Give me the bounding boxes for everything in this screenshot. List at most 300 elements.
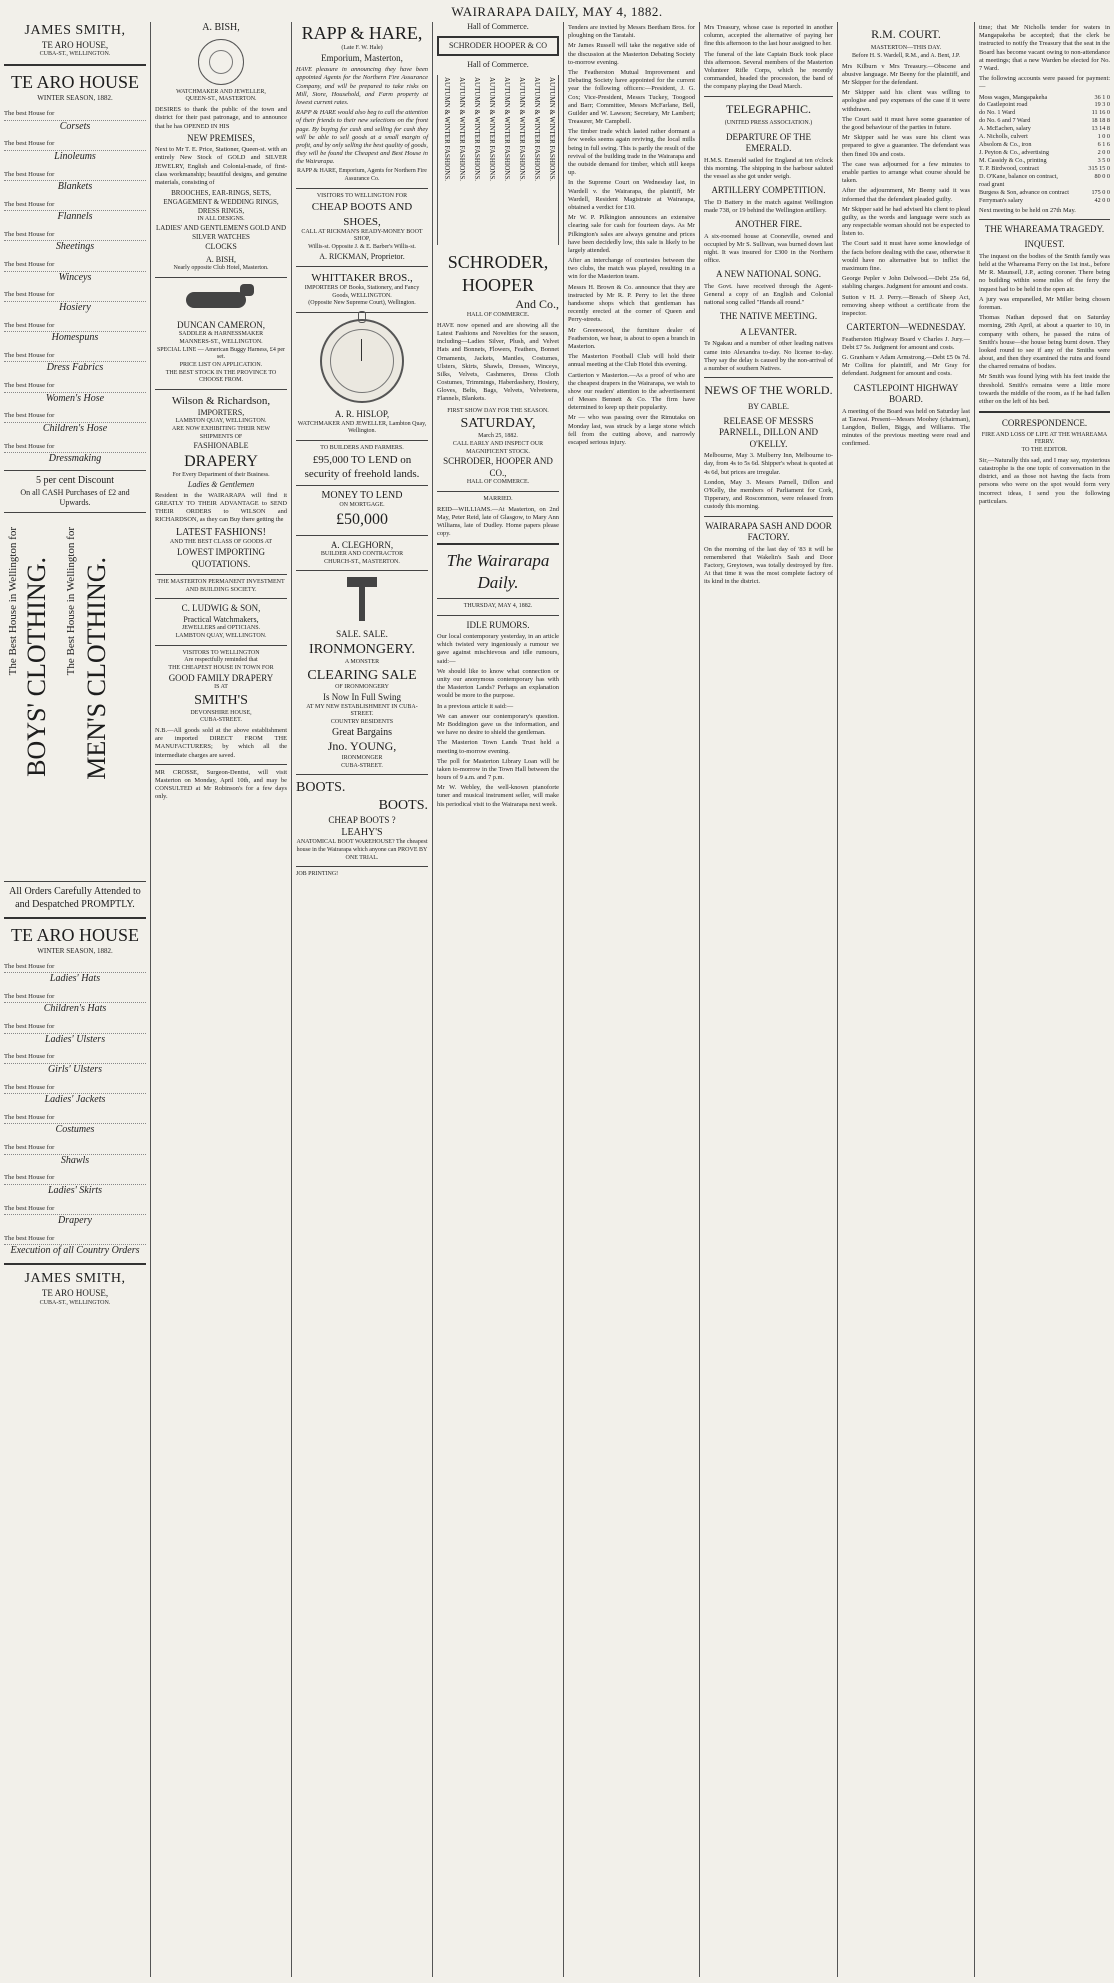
vertical-text: The Best House in Wellington for [7, 527, 19, 676]
call-early: CALL EARLY AND INSPECT OUR MAGNIFICENT STOCK. [452, 440, 544, 455]
new-establishment: AT MY NEW ESTABLISHMENT IN CUBA-STREET. [306, 703, 418, 718]
saturday: SATURDAY, [460, 416, 536, 432]
job-printing: JOB PRINTING! [296, 871, 339, 878]
emerald-heading: DEPARTURE OF THE EMERALD. [726, 131, 811, 154]
willis: Willis-st. Opposite J. & E. Barber's Willis-st. [308, 243, 416, 250]
court-paragraph: The Court said it must have some guarantee of the good behaviour of the parties in future. [842, 115, 970, 132]
divider [437, 598, 559, 599]
best-house-prefix: The best House for [4, 1046, 146, 1063]
daily-masthead: The Wairarapa Daily. [446, 551, 550, 593]
best-house-item: Corsets [59, 120, 91, 132]
best-house-list-2 [4, 956, 146, 1258]
best-house-item: Girls' Ulsters [47, 1063, 103, 1075]
watch-hand-icon [361, 339, 362, 361]
account-row [979, 101, 1110, 109]
idle-text-3: In a previous article it said:— [437, 702, 514, 710]
accounts-table [979, 94, 1110, 205]
autumn-winter-fashions-block [437, 75, 559, 245]
idle-text: Our local contemporary yesterday, in an article which twisted very ingeniously a rumour we gave against mischievous and idle rumours, said:— [437, 633, 559, 665]
ludwig-address: LAMBTON QUAY, WELLINGTON. [175, 632, 267, 639]
best-house-item: Drapery [58, 1215, 92, 1227]
column-2 [151, 22, 291, 1977]
court-paragraph: Mr Skipper said he had advised his client to plead guilty, as the words and language were such as any respectable woman should not be expected to listen to. [842, 205, 970, 238]
account-row [979, 125, 1110, 133]
court-paragraph: Mr Skipper said he was sure his client was prepared to give a guarantee. The defendant was then fined 10s and costs. [842, 134, 970, 158]
account-row [979, 197, 1110, 205]
schroder-banner: SCHRODER HOOPER & CO [437, 36, 559, 56]
divider [296, 570, 428, 571]
cheapest: THE CHEAPEST HOUSE IN TOWN FOR [168, 664, 274, 671]
money-lend: £95,000 TO LEND on security of freehold lands. [304, 453, 420, 480]
fashion-banner-line: AUTUMN & WINTER FASHIONS. [457, 76, 466, 181]
divider [437, 491, 559, 492]
jno-addr: CUBA-STREET. [341, 762, 383, 769]
smiths-text: N.B.—All goods sold at the above establishment are imported DIRECT FROM THE MANUFACTURERS; by which all the intermediate charges are saved. [155, 727, 287, 759]
divider [437, 543, 559, 545]
best-class: AND THE BEST CLASS OF GOODS AT [169, 539, 273, 546]
clocks: CLOCKS [205, 241, 237, 251]
account-row [979, 173, 1110, 189]
cleghorn: A. CLEGHORN, [330, 539, 394, 550]
masterton-permanent: THE MASTERTON PERMANENT INVESTMENT AND BUILDING SOCIETY. [157, 579, 285, 593]
ludwig-jewel: JEWELLERS and OPTICIANS. [181, 625, 261, 632]
fire-loss-heading: FIRE AND LOSS OF LIFE AT THE WHAREAMA FERRY. [981, 431, 1108, 446]
news-paragraph: The funeral of the late Captain Buck took place this afternoon. Several members of the Masterton Volunteer Rifle Corps, which he recently commanded, headed the procession, the band of the company playing the Dead March. [704, 50, 833, 91]
latest-fashions: LATEST FASHIONS! [176, 526, 266, 538]
release-heading: RELEASE OF MESSRS PARNELL, DILLON AND O'KELLY. [719, 415, 818, 449]
divider [704, 516, 833, 517]
ludwig-trade: Practical Watchmakers, [183, 615, 259, 624]
season-2: WINTER SEASON, 1882. [37, 946, 113, 955]
best-house-prefix: The best House for [4, 1107, 146, 1124]
of-ironmongery: OF IRONMONGERY [335, 684, 389, 691]
emerald-text: H.M.S. Emerald sailed for England at ten o'clock this morning. The shipping in the harbour saluted the vessel as she got under weigh. [704, 156, 833, 180]
bish-sig-2: Nearly opposite Club Hotel, Masterton. [173, 265, 269, 272]
duncan-address: MANNERS-ST., WELLINGTON. [179, 338, 263, 345]
exhibiting: ARE NOW EXHIBITING THEIR NEW SHIPMENTS OF [171, 425, 271, 440]
best-house-prefix: The best House for [4, 986, 146, 1003]
bish-trade: WATCHMAKER AND JEWELLER, [176, 88, 266, 95]
news-paragraph: Mr W. P. Pilkington announces an extensive clearing sale for cash for fourteen days. As Mr Pilkington's sales are always genuine and prices have been decidedly low, this sale is likely to be largely attended. [568, 214, 695, 254]
inquest-heading: INQUEST. [1024, 239, 1065, 250]
news-paragraph: Mrs Treasury, whose case is reported in another column, accepted the alternative of paying her fine this afternoon to the last hour assigned to her. [704, 24, 833, 48]
next-meeting: Next meeting to be held on 27th May. [979, 206, 1076, 214]
best-stock: THE BEST STOCK IN THE PROVINCE TO CHOOSE FROM. [165, 369, 277, 384]
boots-heading-2: BOOTS. [378, 798, 428, 814]
account-amount: 42 0 0 [1094, 196, 1110, 204]
lands-board: The Masterton Town Lands Trust held a meeting to-morrow evening. [437, 739, 559, 755]
account-amount: 6 1 6 [1097, 141, 1110, 149]
watches: LADIES' AND GENTLEMEN'S GOLD AND SILVER WATCHES [155, 223, 287, 241]
carterton-heading: CARTERTON—WEDNESDAY. [846, 322, 966, 333]
account-amount: 11 16 0 [1091, 109, 1110, 117]
is-at: IS AT [214, 684, 228, 691]
news-paragraph: The timber trade which lasted rather dormant a few weeks seems again reviving, the local mills being in full swing. This is partly the result of the revival of the building trade in the Wairarapa and the outside demand for timber, which still keeps up. [568, 128, 695, 177]
best-house-item: Dressmaking [48, 453, 102, 465]
anthem-text: The Govt. have received through the Agent-General a copy of an English and Colonial national song called "Hands all round." [704, 282, 833, 307]
news-paragraph: After an interchange of courtesies between the two clubs, the match was played, resulting in a win for the Masterton team. [568, 257, 695, 281]
schroder-text: HAVE now opened and are showing all the Latest Fashions and Novelties for the season, including—Ladies Silver, Plush, and Velvet Hats and Bonnets, Flowers, Feathers, Bonnet Ornaments, Jackets, Mantles, Costumes, Ulsters, Skirts, Shawls, Dresses, Winceys, Silks, Velvets, Cashmeres, Dress Cloth Costumes, Trimmings, Haberdashery, Hosiery, Gloves, Belts, Bags, Velvets, Velveteens, Flannels, Blankets. [437, 321, 559, 403]
page-title: WAIRARAPA DAILY, MAY 4, 1882. [451, 4, 663, 19]
united-press: (UNITED PRESS ASSOCIATION.) [724, 119, 813, 126]
best-house-item: Sheetings [55, 241, 95, 253]
divider [4, 917, 146, 919]
fire-text: A six-roomed house at Cooneville, owned and occupied by Mr S. Sullivan, was burned down last night. It was insured for £300 in the Northern office. [704, 232, 833, 265]
rapp-text-2: RAPP & HARE would also beg to call the attention of their friends to their new selections on the front page. By buying for cash and selling for cash they will be able to sell goods at a small margin of profit, and by only selling the best quality of goods, they will be found the Cheapest and Best House in the Wairarapa. [296, 109, 428, 166]
wilson-name: Wilson & Richardson, [171, 394, 271, 407]
hooper-name: HOOPER [461, 274, 534, 295]
fire-heading: ANOTHER FIRE. [735, 219, 802, 230]
builders: TO BUILDERS AND FARMERS. [320, 444, 404, 451]
best-house-prefix: The best House for [4, 405, 146, 422]
importers: IMPORTERS, [197, 408, 245, 418]
orders-text: All Orders Carefully Attended to and Despatched PROMPTLY. [9, 886, 141, 910]
fashion-banner-line: AUTUMN & WINTER FASHIONS. [487, 76, 496, 181]
divider [296, 266, 428, 267]
best-house-prefix: The best House for [4, 436, 146, 453]
best-house-item: Women's Hose [45, 392, 105, 404]
cuba: CUBA-STREET. [200, 717, 242, 724]
account-row [979, 117, 1110, 125]
column-8 [975, 22, 1114, 1977]
divider [296, 774, 428, 775]
cheap-boots-q: CHEAP BOOTS ? [328, 814, 396, 825]
column-6 [700, 22, 837, 1977]
inquest-text-2: A jury was empanelled, Mr Miller being chosen foreman. [979, 295, 1110, 311]
fashion-banner-line: AUTUMN & WINTER FASHIONS. [472, 76, 481, 181]
married-heading: MARRIED. [483, 495, 513, 502]
levanter-heading: A LEVANTER. [740, 326, 797, 337]
news-paragraph: The Masterton Football Club will hold their annual meeting at the Club Hotel this evening. [568, 353, 695, 369]
divider [4, 512, 146, 513]
divider [296, 866, 428, 867]
hammer-icon [337, 575, 387, 625]
horse-icon [176, 282, 266, 316]
best-house-prefix: The best House for [4, 254, 146, 271]
divider [155, 598, 287, 599]
correspondence-text: Sir,—Naturally this sad, and I may say, mysterious catastrophe is the one topic of conversation in the district, and as those not having the facts from persons who were on the spot would form very incorrect ideas, I send you the following particulars. [979, 456, 1110, 505]
court-paragraph: George Pepler v John Delwood.—Debt 25s 6d, stabling charges. Judgment for amount and costs. [842, 275, 970, 291]
fashion-banner-line: AUTUMN & WINTER FASHIONS. [442, 76, 451, 181]
brooches: BROOCHES, EAR-RINGS, SETS, ENGAGEMENT & WEDDING RINGS, DRESS RINGS, [163, 189, 279, 216]
to-editor: TO THE EDITOR. [1021, 447, 1068, 454]
best-house-item: Execution of all Country Orders [10, 1245, 140, 1257]
cheap-boots: CHEAP BOOTS AND SHOES, [311, 201, 413, 228]
on-mortgage: ON MORTGAGE. [339, 502, 385, 509]
jno-trade: IRONMONGER [341, 754, 383, 761]
season: WINTER SEASON, 1882. [37, 94, 113, 103]
issue-date: THURSDAY, MAY 4, 1882. [463, 602, 533, 609]
vertical-banner [4, 517, 146, 877]
leahy: LEAHY'S [341, 826, 383, 838]
court-paragraph: Mr Skipper said his client was willing to apologise and pay expenses of the case if it were withdrawn. [842, 89, 970, 113]
best-house-prefix: The best House for [4, 1198, 146, 1215]
clearing-sale: CLEARING SALE [307, 667, 417, 683]
best-house-item: Ladies' Jackets [44, 1094, 106, 1106]
rm-court-heading: R.M. COURT. [871, 27, 941, 41]
best-house-prefix: The best House for [4, 164, 146, 181]
inquest-text-4: Mr Smith was found lying with his feet inside the threshold. Smith's remains were a little more towards the middle of the room, as if he had fallen either on the left of his bed. [979, 373, 1110, 406]
fifty-thousand: £50,000 [336, 511, 388, 529]
telegraphic-heading: TELEGRAPHIC. [726, 101, 811, 116]
carterton-text: Featherston Highway Board v Charles J. Jury.—Debt £7 5s. Judgment for amount and costs. [842, 335, 970, 351]
best-house-prefix: The best House for [4, 345, 146, 362]
divider [704, 377, 833, 378]
divider [4, 1263, 146, 1265]
best-house-prefix: The best House for [4, 1167, 146, 1184]
divider [155, 389, 287, 390]
bish-sig: A. BISH, [205, 254, 236, 264]
best-house-item: Shawls [60, 1154, 90, 1166]
account-amount: 80 0 0 [1094, 172, 1110, 180]
court-paragraph: The Court said it must have some knowledge of the facts before dealing with the case, otherwise it would have no alternative but to inflict the maximum fine. [842, 240, 970, 273]
news-paragraph: Tenders are invited by Messrs Beetham Bros. for ploughing on the Taratahi. [568, 24, 695, 40]
artillery-heading: ARTILLERY COMPETITION. [711, 185, 826, 196]
divider [296, 485, 428, 486]
bish-address: QUEEN-ST., MASTERTON. [185, 96, 257, 103]
account-row [979, 149, 1110, 157]
monster: A MONSTER [344, 658, 380, 665]
best-house-prefix: The best House for [4, 1228, 146, 1245]
best-house-item: Ladies' Hats [49, 973, 101, 985]
divider [296, 535, 428, 536]
fashion-banner-line: AUTUMN & WINTER FASHIONS. [517, 76, 526, 181]
discount-line: 5 per cent Discount [35, 474, 115, 486]
rapp-text: HAVE pleasure in announcing they have been appointed Agents for the Northern Fire Assurance Company, and will be prepared to take risks on Mill, Store, Household, and Farm property at lowest current rates. [296, 66, 428, 106]
pocket-watch-icon [320, 319, 404, 403]
board-paragraph: time; that Mr Nicholls tender for waters in Mangapakeha be accepted; that the clerk be instructed to notify the Treasury that the seat in the Board has become vacant owing to non-attendance at meetings; that a new Warden be elected for No. 7 Ward. [979, 24, 1110, 72]
before: Before H. S. Wardell, R.M., and A. Bent, J.P. [851, 53, 961, 60]
all-designs: IN ALL DESIGNS. [197, 216, 245, 223]
hall-comm-2: HALL OF COMMERCE. [466, 479, 530, 486]
best-house-prefix: The best House for [4, 375, 146, 392]
divider [155, 645, 287, 646]
levanter-text: Te Ngakau and a number of other leading natives came into Alexandra to-day. No license to-day. They say the delay is caused by the non-arrival of a number of southern Natives. [704, 340, 833, 372]
divider [4, 881, 146, 882]
account-name: A. McEachen, salary [979, 125, 1031, 133]
bish-text: DESIRES to thank the public of the town and district for their past patronage, and to announce that he has OPENED IN HIS [155, 106, 287, 130]
best-house-item: Winceys [58, 271, 92, 283]
smiths: SMITH'S [194, 692, 248, 708]
first-show: FIRST SHOW DAY FOR THE SEASON. [447, 407, 549, 414]
castlepoint-text: A meeting of the Board was held on Saturday last at Tauwai. Present—Messrs Moohey (chairman), Langdon, Bullen, Biggs, and Williams. The minutes of the previous meeting were read and confirmed. [842, 407, 970, 448]
visitors: VISITORS TO WELLINGTON [182, 649, 260, 656]
sanders: Mr W. Webley, the well-known pianoforte tuner and musical instrument seller, will make his periodical visit to the Wairarapa next week. [437, 784, 559, 808]
house-name: TE ARO HOUSE, [41, 39, 109, 50]
tragedy-heading: THE WHAREAMA TRAGEDY. [984, 223, 1105, 234]
devonshire: DEVONSHIRE HOUSE, [190, 709, 252, 716]
leahy-text: ANATOMICAL BOOT WAREHOUSE? The cheapest house in the Wairarapa which anyone can PROVE BY ONE TRIAL. [296, 839, 428, 861]
library: The poll for Masterton Library Loan will be taken to-morrow in the Town Hall between the hours of 9 a.m. and 7 p.m. [437, 757, 559, 782]
bish-name: A. BISH, [202, 22, 240, 33]
correspondence-heading: CORRESPONDENCE. [1001, 418, 1088, 429]
hall-of-commerce: Hall of Commerce. [467, 22, 529, 31]
premises-text: Next to Mr T. E. Price, Stationer, Queen-st. with an entirely New Stock of GOLD and SILVER JEWELRY, English and Colonial-made, of first-class workmanship; beautiful designs, and genuine materials, consisting of [155, 146, 287, 186]
inquest-text: The inquest on the bodies of the Smith family was held at the Whareama Ferry on the 1st inst., before Mr R. Maunsell, J.P., acting coroner. There being no building within some miles of the ferry the inquest had to be held in the open air. [979, 252, 1110, 293]
court-paragraph: After the adjournment, Mr Beeny said it was informed that the defendant pleaded guilty. [842, 187, 970, 203]
country-residents: COUNTRY RESIDENTS [330, 719, 394, 725]
anthem-heading: A NEW NATIONAL SONG. [716, 269, 821, 280]
new-premises: NEW PREMISES, [187, 132, 255, 143]
best-house-item: Hosiery [59, 301, 91, 313]
court-paragraph: The case was adjourned for a few minutes to enable parties to arrange what course should be taken. [842, 160, 970, 185]
account-name: Absolom & Co., iron [979, 141, 1032, 149]
divider [155, 277, 287, 278]
court-paragraph: Mrs Kilburn v Mrs Treasury.—Obscene and abusive language. Mr Beeny for the plaintiff, and Mr Skipper for the defendant. [842, 62, 970, 87]
best-house-item: Blankets [57, 180, 93, 192]
account-amount: 36 1 0 [1094, 93, 1110, 101]
inquest-text-3: Thomas Nathan deposed that on Saturday morning, 29th April, at about a quarter to 10, in company with others, he passed the ruins of Smith's house—the house being burnt down. They looked round to see if any of the Smiths were about, and then they examined the ruins and found the charred remains of bodies. [979, 314, 1110, 371]
wilson-address: LAMBTON QUAY, WELLINGTON. [175, 418, 267, 425]
best-house-prefix: The best House for [4, 1077, 146, 1094]
house-title: TE ARO HOUSE [10, 72, 139, 93]
money-lend-header: MONEY TO LEND [321, 489, 403, 501]
hislop: A. R. HISLOP, [334, 408, 390, 419]
account-amount: 19 3 0 [1094, 101, 1110, 109]
account-name: D. O'Kane, balance on contract, road grant [979, 172, 1058, 188]
call-at: CALL AT RICKMAN'S READY-MONEY BOOT SHOP, [301, 228, 423, 243]
drapery: DRAPERY [184, 452, 258, 470]
married-text: REID—WILLIAMS.—At Masterton, on 2nd May, Peter Reid, late of Glasgow, to Mary Ann Williams, late of Dudley. Home papers please copy. [437, 505, 559, 538]
best-house-prefix: The best House for [4, 133, 146, 150]
rapp-sig: RAPP & HARE, Emporium, Agents for Northern Fire Assurance Co. [297, 168, 427, 183]
full-swing: Is Now In Full Swing [322, 692, 401, 703]
best-house-item: Dress Fabrics [46, 362, 104, 374]
account-name: do No. 1 Ward [979, 109, 1016, 117]
account-row [979, 189, 1110, 197]
vertical-text-boys: BOYS' CLOTHING. [22, 557, 51, 778]
account-name: Moss wages, Mangapakeha [979, 93, 1048, 101]
account-row [979, 165, 1110, 173]
account-amount: 13 14 8 [1091, 125, 1110, 133]
divider [155, 574, 287, 575]
boots-heading: BOOTS. [296, 780, 346, 796]
idle-text-2: We should like to know what connection or unity our anonymous contemporary has with the Masterton Lands? Perhaps an explanation would be more to the purpose. [437, 667, 559, 700]
idle-text-4: We can answer our contemporary's question. Mr Boddington gave us the information, and we have no desire to shield the gentleman. [437, 712, 559, 737]
best-house-prefix: The best House for [4, 103, 146, 120]
best-house-item: Homespuns [51, 332, 99, 344]
ludwig-name: C. LUDWIG & SON, [181, 603, 261, 614]
news-paragraph: Cartierton v Masterton.—As a proof of who are the cheapest drapers in the Wairarapa, we wish to show our readers' attention to the advertisement of Messrs Bennett & Co. The firm have determined to keep up their popularity. [568, 371, 695, 412]
divider [155, 764, 287, 765]
news-paragraph: In the Supreme Court on Wednesday last, in Wardell v. the Wairarapa, the plaintiff, Mr Wardell, Resident Magistrate at Wairarapa, obtained a verdict for £10. [568, 179, 695, 211]
idle-rumors-heading: IDLE RUMORS. [466, 619, 530, 630]
account-row [979, 141, 1110, 149]
whittaker-addr: (Opposite New Supreme Court), Wellington. [308, 300, 416, 307]
best-house-prefix: The best House for [4, 224, 146, 241]
news-paragraph: Mr Greenwood, the furniture dealer of Featherston, we hear, is about to open a branch in Masterton. [568, 326, 695, 350]
best-house-item: Linoleums [54, 150, 96, 162]
court-paragraph: Sutton v H. J. Perry.—Breach of Sheep Act, removing sheep without a certificate from the inspector. [842, 293, 970, 317]
best-house-item: Ladies' Skirts [47, 1184, 103, 1196]
divider [296, 188, 428, 189]
hall-of-commerce-2: Hall of Commerce. [467, 60, 529, 70]
masterton-day: MASTERTON—THIS DAY. [870, 45, 942, 52]
account-name: A. Nicholls, culvert [979, 133, 1028, 141]
cleghorn-trade: BUILDER AND CONTRACTOR [320, 551, 404, 558]
carterton-text-2: G. Granham v Adam Armstrong.—Debt £5 0s 7d. Mr Collins for plaintiff, and Mr Gray for defendant. Judgment for amount and costs. [842, 354, 970, 378]
vertical-text-mens: MEN'S CLOTHING. [82, 557, 111, 780]
schroder-name: SCHRODER, [447, 251, 549, 272]
best-house-item: Children's Hose [42, 422, 108, 434]
news-paragraph: Mr — who was passing over the Rimutaka on Monday last, was struck by a large stone which fell from the cutting above, and narrowly escaped serious injury. [568, 414, 695, 446]
informed: Are respectfully reminded that [184, 657, 258, 664]
sash-heading: WAIRARAPA SASH AND DOOR FACTORY. [705, 520, 832, 543]
account-name: T. P. Birdwood, contract [979, 164, 1040, 172]
fashionable: FASHIONABLE [193, 441, 249, 451]
fashion-banner-line: AUTUMN & WINTER FASHIONS. [502, 76, 511, 181]
and-co: And Co., [515, 296, 559, 311]
column-7 [838, 22, 974, 1977]
street: CUBA-ST., WELLINGTON. [39, 51, 111, 58]
best-house-prefix: The best House for [4, 956, 146, 973]
account-amount: 3 5 0 [1097, 157, 1110, 164]
march-date: March 25, 1882. [478, 433, 518, 440]
lowest: LOWEST IMPORTING QUOTATIONS. [176, 547, 266, 569]
column-3 [292, 22, 432, 1977]
whittaker-imp: IMPORTERS OF Books, Stationery, and Fancy Goods, WELLINGTON. [304, 284, 420, 299]
masthead [0, 0, 1114, 22]
fashion-banner-line: AUTUMN & WINTER FASHIONS. [547, 76, 556, 181]
news-paragraph: Messrs H. Brown & Co. announce that they are instructed by Mr R. P. Perry to let the three handsome shops which that gentleman has recently erected at the corner of Queen and Perry-streets. [568, 283, 695, 324]
sale: SALE. SALE. [336, 629, 388, 640]
account-name: do Castlepoint road [979, 101, 1028, 109]
artillery-text: The D Battery in the match against Wellington made 738, or 19 behind the Wellington artillery. [704, 198, 833, 214]
best-house-prefix: The best House for [4, 284, 146, 301]
discount-text: On all CASH Purchases of £2 and Upwards. [20, 487, 130, 507]
native-heading: THE NATIVE MEETING. [719, 311, 818, 322]
account-name: J. Peyton & Co., advertising [979, 149, 1049, 157]
account-name: M. Cassidy & Co., printing [979, 157, 1047, 164]
best-house-item: Costumes [55, 1124, 95, 1136]
street-bottom: CUBA-ST., WELLINGTON. [39, 1299, 111, 1306]
account-row [979, 109, 1110, 117]
rickman: A. RICKMAN, Proprietor. [319, 251, 405, 261]
release-text-2: London, May 3. Messrs Parnell, Dillon and O'Kelly, the members of Parliament for Cork, Tipperary, and Roscommon, were released from custody this morning. [704, 478, 833, 511]
divider [979, 219, 1110, 220]
account-row [979, 157, 1110, 165]
cleghorn-addr: CHURCH-ST., MASTERTON. [324, 558, 400, 565]
ladies: Ladies & Gentlemen [187, 479, 255, 489]
schroder-2: SCHRODER, HOOPER AND CO., [443, 456, 553, 478]
account-amount: 18 18 8 [1091, 117, 1110, 125]
advertiser-name: JAMES SMITH, [24, 23, 126, 38]
divider [4, 470, 146, 471]
jno-young: Jno. YOUNG, [327, 739, 397, 754]
whittaker: WHITTAKER BROS., [311, 271, 413, 284]
account-row [979, 133, 1110, 141]
duncan-trade: SADDLER & HARNESSMAKER [178, 331, 264, 338]
column-4 [433, 22, 563, 1977]
castlepoint-heading: CASTLEPOINT HIGHWAY BOARD. [853, 382, 959, 405]
wilson-text: Resident in the WAIRARAPA will find it GREATLY TO THEIR ADVANTAGE to SEND THEIR ORDERS to WILSON and RICHARDSON, as they can Buy there getting the [155, 491, 287, 524]
hislop-trade: WATCHMAKER AND JEWELLER, Lambton Quay, Wellington. [297, 420, 427, 435]
column-1-james-smith [0, 22, 150, 1977]
account-amount: 1 0 0 [1097, 133, 1110, 141]
crosse-text: MR CROSSE, Surgeon-Dentist, will visit Masterton on Monday, April 10th, and may be CONSULTED at Mr Robinson's for a few days only. [155, 768, 287, 801]
emporium: Emporium, Masterton, [321, 52, 403, 63]
account-row [979, 94, 1110, 102]
great-bargains: Great Bargains [331, 726, 393, 738]
account-name: do No. 6 and 7 Ward [979, 117, 1031, 125]
account-amount: 175 0 0 [1091, 188, 1110, 196]
watch-face-icon [330, 329, 394, 393]
account-amount: 315 15 0 [1088, 164, 1110, 172]
best-house-prefix: The best House for [4, 1137, 146, 1154]
fashion-banner-line: AUTUMN & WINTER FASHIONS. [532, 76, 541, 181]
best-house-list [4, 103, 146, 466]
account-name: Ferryman's salary [979, 196, 1023, 204]
